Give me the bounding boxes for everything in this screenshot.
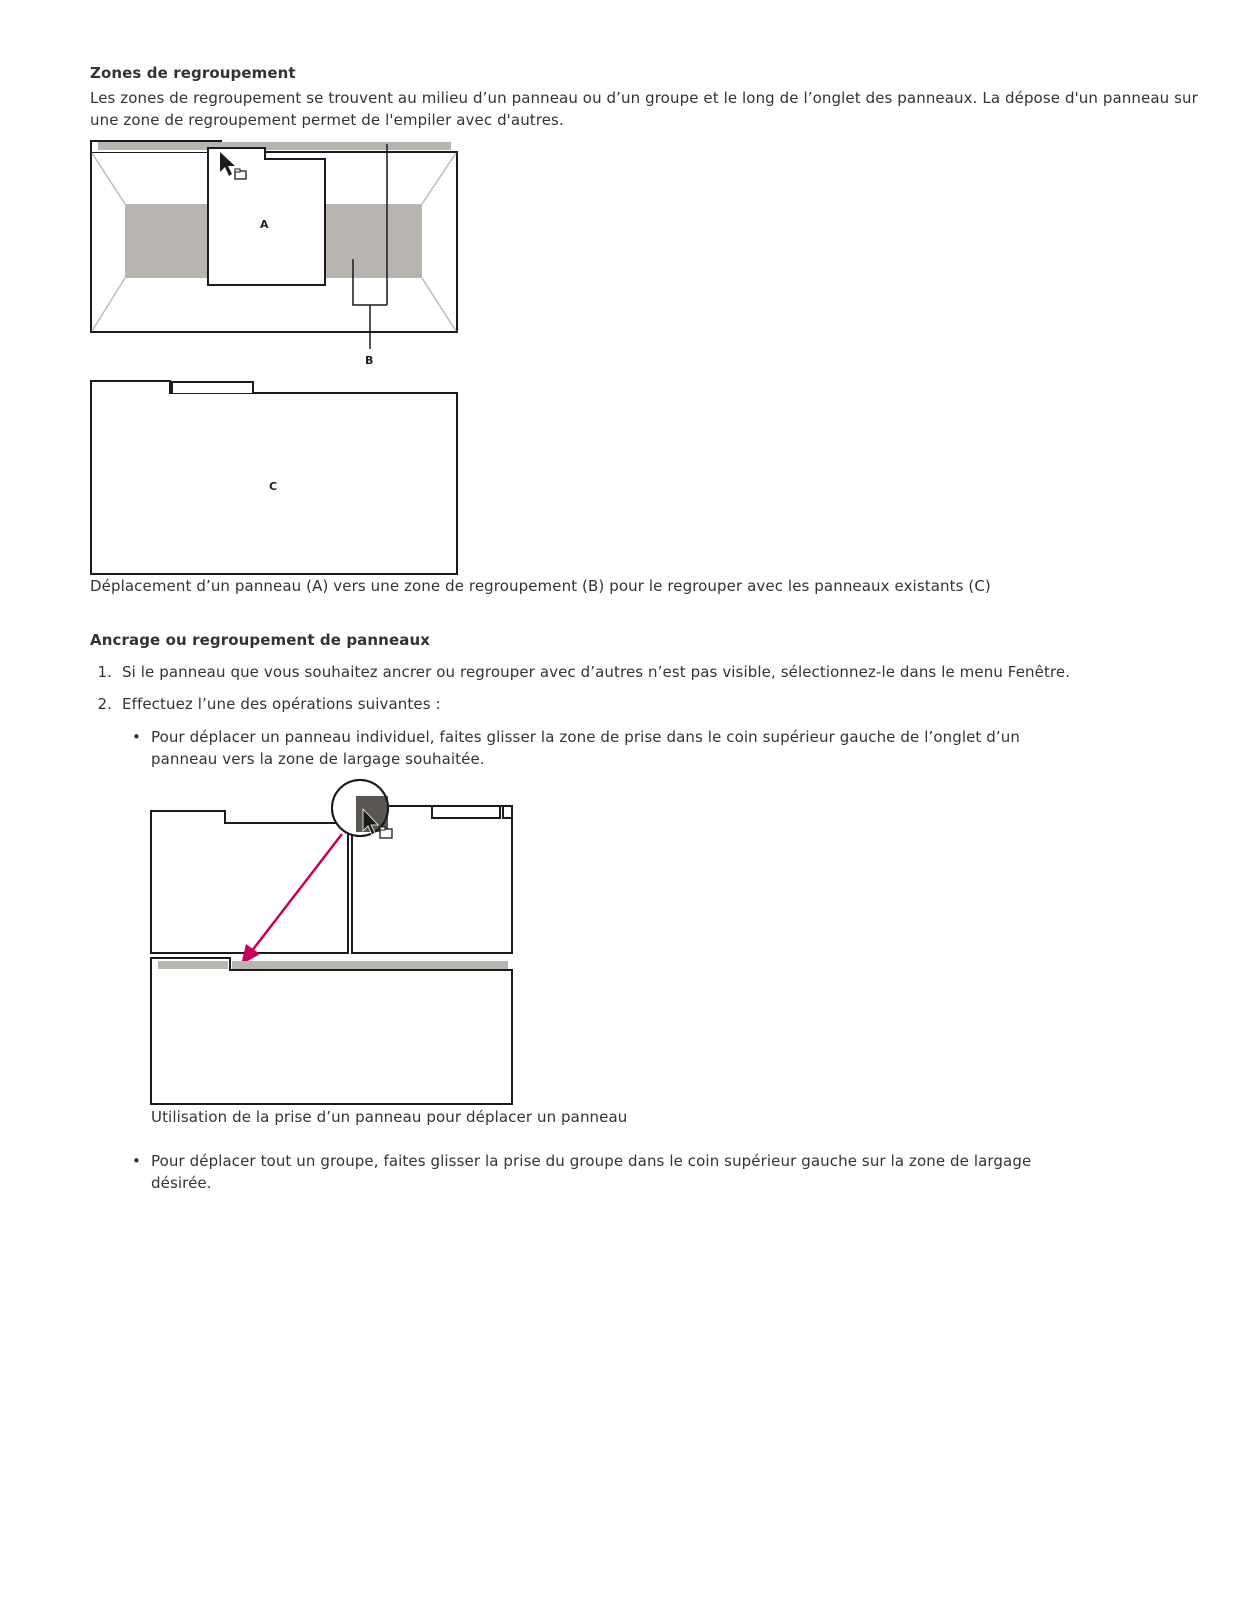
bullet-2-line-2: désirée. bbox=[151, 1174, 212, 1192]
step-number-2: 2. bbox=[97, 695, 112, 713]
label-c: C bbox=[269, 480, 278, 493]
paragraph-line-1: Les zones de regroupement se trouvent au milieu d’un panneau ou d’un groupe et le long de l’onglet des panneaux. La dépose d'un panneau sur bbox=[90, 89, 1198, 107]
section-heading-ancrage: Ancrage ou regroupement de panneaux bbox=[90, 631, 431, 649]
figure-caption-1: Déplacement d’un panneau (A) vers une zone de regroupement (B) pour le regrouper avec les panneaux existants (C) bbox=[90, 577, 991, 595]
step-text-1: Si le panneau que vous souhaitez ancrer ou regrouper avec d’autres n’est pas visible, sélectionnez-le dans le menu Fenêtre. bbox=[122, 663, 1071, 681]
step-number-1: 1. bbox=[97, 663, 112, 681]
bullet-marker-2: • bbox=[132, 1152, 141, 1170]
dragged-panel-a bbox=[208, 148, 325, 285]
grouping-zones-figure bbox=[88, 138, 462, 578]
section-heading-zones: Zones de regroupement bbox=[90, 64, 296, 82]
step-text-2: Effectuez l’une des opérations suivantes : bbox=[122, 695, 441, 713]
figure-caption-2: Utilisation de la prise d’un panneau pour déplacer un panneau bbox=[151, 1108, 628, 1126]
tab-drop-zone bbox=[98, 142, 451, 150]
bullet-marker-1: • bbox=[132, 728, 141, 746]
bullet-2-line-1: Pour déplacer tout un groupe, faites glisser la prise du groupe dans le coin supérieur gauche sur la zone de largage bbox=[151, 1152, 1032, 1170]
bullet-1-line-1: Pour déplacer un panneau individuel, faites glisser la zone de prise dans le coin supérieur gauche de l’onglet d’un bbox=[151, 728, 1020, 746]
paragraph-line-2: une zone de regroupement permet de l'empiler avec d'autres. bbox=[90, 111, 564, 129]
label-b: B bbox=[365, 354, 374, 367]
label-a: A bbox=[260, 218, 269, 231]
panel-grip-figure bbox=[148, 776, 520, 1110]
left-panel bbox=[151, 811, 348, 953]
existing-panels-c bbox=[91, 381, 457, 574]
bottom-panel bbox=[151, 958, 512, 1104]
bullet-1-line-2: panneau vers la zone de largage souhaitée. bbox=[151, 750, 485, 768]
